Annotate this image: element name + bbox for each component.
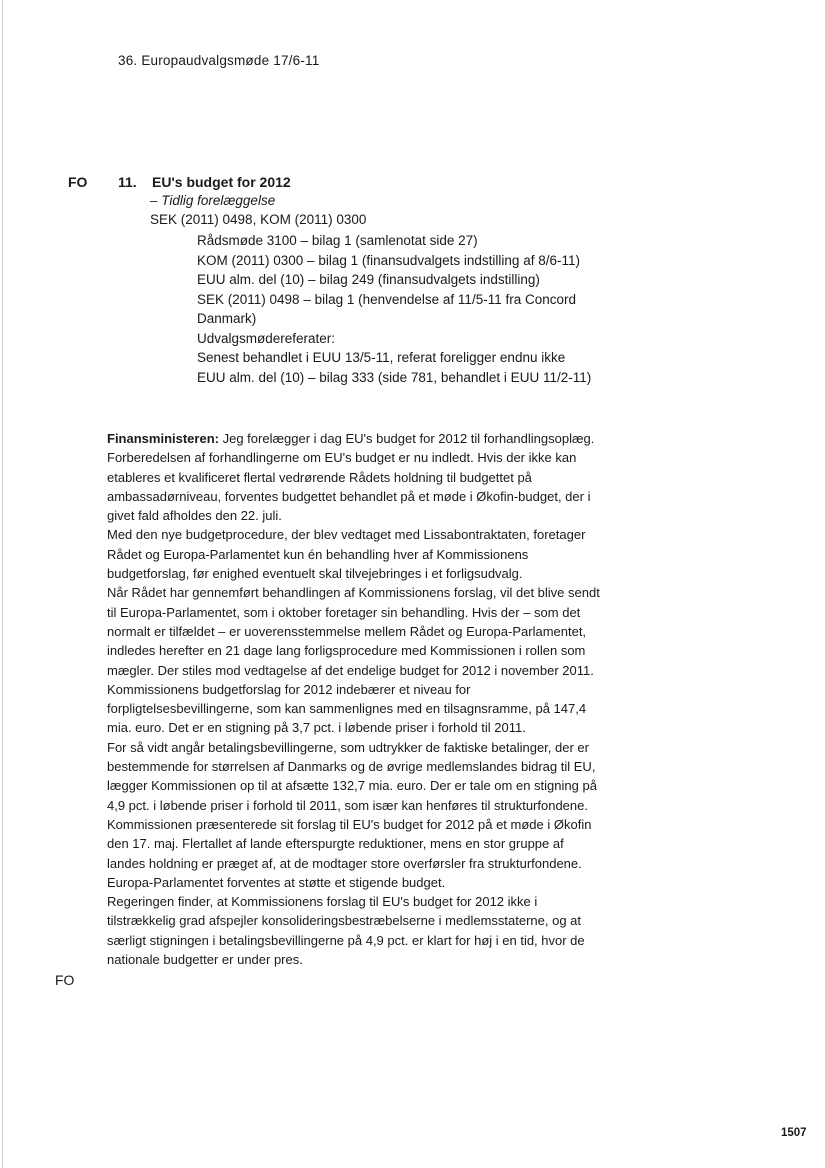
reference-item: Senest behandlet i EUU 13/5-11, referat foreligger endnu ikke xyxy=(197,350,566,365)
speaker-label: Finansministeren: xyxy=(107,431,219,446)
paragraph: Regeringen finder, at Kommissionens forslag til EU's budget for 2012 ikke i tilstrækkelig grad afspejler konsolideringsbestræbelserne i medlemsstaterne, og at særligt stigningen i betalingsbevillingerne på 4,9 pct. er klart for høj i en tid, hvor de nationale budgetter er under pres. xyxy=(107,894,585,968)
agenda-docref: SEK (2011) 0498, KOM (2011) 0300 xyxy=(150,212,367,227)
agenda-subtitle: – Tidlig forelæggelse xyxy=(150,193,276,208)
paragraph: Kommissionens budgetforslag for 2012 indebærer et niveau for forpligtelsesbevillingerne, som kan sammenlignes med en tilsagnsramme, på 147,4 mia. euro. Det er en stigning på 3,7 pct. i løbende priser i forhold til 2011. xyxy=(107,681,587,736)
body-text xyxy=(107,429,600,969)
page-edge-line xyxy=(2,0,3,1168)
paragraph: Kommissionen præsenterede sit forslag til EU's budget for 2012 på et møde i Økofin den 17. maj. Flertallet af lande efterspurgte reduktioner, mens en stor gruppe af landes holdning er præget af, at de modtager store overførsler fra strukturfondene. Europa-Parlamentet forventes at støtte et stigende budget. xyxy=(107,816,592,890)
reference-list xyxy=(197,231,597,387)
paragraph: Når Rådet har gennemført behandlingen af Kommissionens forslag, vil det blive sendt til Europa-Parlamentet, som i oktober foretager sin behandling. Hvis der – som det normalt er tilfældet – er uoverensstemmelse mellem Rådet og Europa-Parlamentet, indledes herefter en 21 dage lang forligsprocedure med Kommissionen i rollen som mægler. Der stiles mod vedtagelse af det endelige budget for 2012 i november 2011. xyxy=(107,585,600,678)
page-number: 1507 xyxy=(781,1127,807,1139)
reference-item: SEK (2011) 0498 – bilag 1 (henvendelse af 11/5-11 fra Concord Danmark) xyxy=(197,291,576,326)
reference-item: Rådsmøde 3100 – bilag 1 (samlenotat side 27) xyxy=(197,233,478,248)
paragraph xyxy=(107,429,600,448)
paragraph: Forberedelsen af forhandlingerne om EU's budget er nu indledt. Hvis der ikke kan etableres et kvalificeret flertal vedrørende Rådets holdning til budgettet på ambassadørniveau, forventes budgettet behandlet på et møde i Økofin-budget, der i givet fald afholdes den 22. juli. xyxy=(107,450,591,524)
paragraph: Med den nye budgetprocedure, der blev vedtaget med Lissabontraktaten, foretager Rådet og Europa-Parlamentet kun én behandling hver af Kommissionens budgetforslag, før enighed eventuelt skal tilvejebringes i et forligsudvalg. xyxy=(107,527,586,582)
agenda-number: 11. xyxy=(118,174,137,190)
paragraph: For så vidt angår betalingsbevillingerne, som udtrykker de faktiske betalinger, der er bestemmende for størrelsen af Danmarks og de øvrige medlemslandes bidrag til EU, lægger Kommissionen op til at afsætte 132,7 mia. euro. Der er tale om en stigning på 4,9 pct. i løbende priser i forhold til 2011, som især kan henføres til strukturfondene. xyxy=(107,739,597,813)
margin-mark-fo-2: FO xyxy=(55,972,75,988)
paragraph-text: Jeg forelægger i dag EU's budget for 2012 til forhandlingsoplæg. xyxy=(222,431,595,446)
margin-mark-fo: FO xyxy=(68,174,88,190)
page-header: 36. Europaudvalgsmøde 17/6-11 xyxy=(118,53,320,68)
agenda-title: EU's budget for 2012 xyxy=(152,174,291,190)
reference-item: EUU alm. del (10) – bilag 249 (finansudvalgets indstilling) xyxy=(197,272,540,287)
reference-item: EUU alm. del (10) – bilag 333 (side 781, behandlet i EUU 11/2-11) xyxy=(197,369,592,385)
reference-item: Udvalgsmødereferater: xyxy=(197,330,336,346)
reference-item: KOM (2011) 0300 – bilag 1 (finansudvalgets indstilling af 8/6-11) xyxy=(197,252,580,268)
